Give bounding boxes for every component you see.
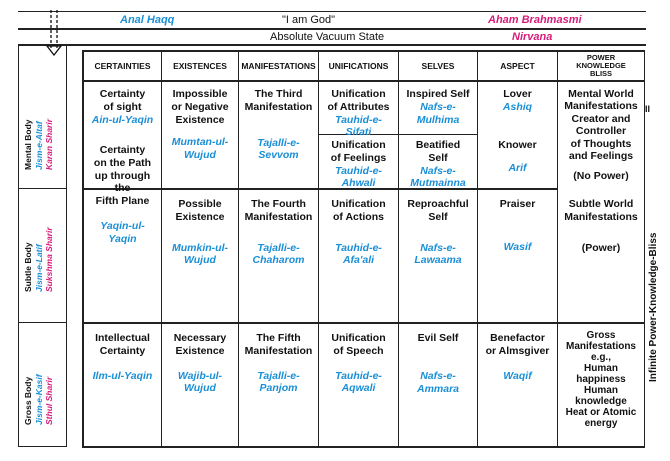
gross-existence: Necessary Existence Wajib-ul- Wujud <box>173 332 227 395</box>
mental-unification-feelings: Unification of Feelings Tauhid-e- Ahwali <box>330 139 387 190</box>
gross-manifestation: The Fifth Manifestation Tajalli-e- Panjom <box>244 332 313 395</box>
mental-aspect-knower: Knower Arif <box>498 139 537 174</box>
infinite-power-knowledge-bliss-label: Infinite Power-Knowledge-Bliss <box>648 232 659 382</box>
header-certainties: CERTAINTIES <box>94 60 151 71</box>
mental-existence: Impossible or Negative Existence Mumtan-ul- Wujud <box>171 88 229 162</box>
mental-manifestation: The Third Manifestation Tajalli-e- Sevvom <box>244 88 313 162</box>
subtle-aspect: Praiser Wasif <box>499 198 536 253</box>
nirvana-label: Nirvana <box>512 31 553 43</box>
mental-body-label: Mental Body Jism-e-Altaf Karan Sharir <box>23 118 55 170</box>
subtle-power: Subtle World Manifestations (Power) <box>564 198 638 254</box>
subtle-body-label: Subtle Body Jism-e-Latif Sukshma Sharir <box>23 227 55 292</box>
anal-haqq-label: Anal Haqq <box>120 14 175 26</box>
gross-unification: Unification of Speech Tauhid-e- Aqwali <box>331 332 386 395</box>
subtle-manifestation: The Fourth Manifestation Tajalli-e- Chaharom <box>244 198 313 267</box>
i-am-god-label: "I am God" <box>282 14 336 26</box>
gross-body-label: Gross Body Jism-e-Kasif Sthul Sharir <box>23 374 55 425</box>
dashed-down-arrow-icon <box>44 10 66 56</box>
header-aspect: ASPECT <box>500 60 535 71</box>
header-existences: EXISTENCES <box>173 60 227 71</box>
subtle-unification: Unification of Actions Tauhid-e- Afa'ali <box>331 198 386 267</box>
gross-aspect: Benefactor or Almsgiver Waqif <box>485 332 550 382</box>
gross-self: Evil Self Nafs-e- Ammara <box>416 332 460 395</box>
subtle-self: Reproachful Self Nafs-e- Lawaama <box>407 198 469 267</box>
header-selves: SELVES <box>421 60 455 71</box>
header-power-knowledge-bliss: POWER KNOWLEDGE BLISS <box>576 53 626 78</box>
aham-brahmasmi-label: Aham Brahmasmi <box>488 14 582 26</box>
mental-self-beatified: Beatified Self Nafs-e- Mutmainna <box>410 139 466 190</box>
mental-aspect-lover: Lover Ashiq <box>502 88 533 113</box>
gross-power: Gross Manifestations e.g., Human happiness Human knowledge Heat or Atomic energy <box>565 330 637 429</box>
mental-self-inspired: Inspired Self Nafs-e- Mulhima <box>406 88 470 126</box>
mental-certainty-of-sight: Certainty of sight Ain-ul-Yaqin <box>91 88 154 126</box>
header-unifications: UNIFICATIONS <box>328 60 389 71</box>
mental-power: Mental World Manifestations Creator and Controller of Thoughts and Feelings (No Power) <box>564 88 638 183</box>
gross-certainty: Intellectual Certainty Ilm-ul-Yaqin <box>92 332 153 382</box>
subtle-existence: Possible Existence Mumkin-ul- Wujud <box>172 198 228 267</box>
mental-certainty-on-path: Certainty on the Path up through the Fifth Plane Yaqin-ul- Yaqin <box>93 144 152 245</box>
right-mark: II <box>645 104 651 114</box>
absolute-vacuum-state-label: Absolute Vacuum State <box>270 31 385 43</box>
header-manifestations: MANIFESTATIONS <box>241 60 316 71</box>
mental-unification-attributes: Unification of Attributes Tauhid-e- Sifati <box>327 88 390 139</box>
